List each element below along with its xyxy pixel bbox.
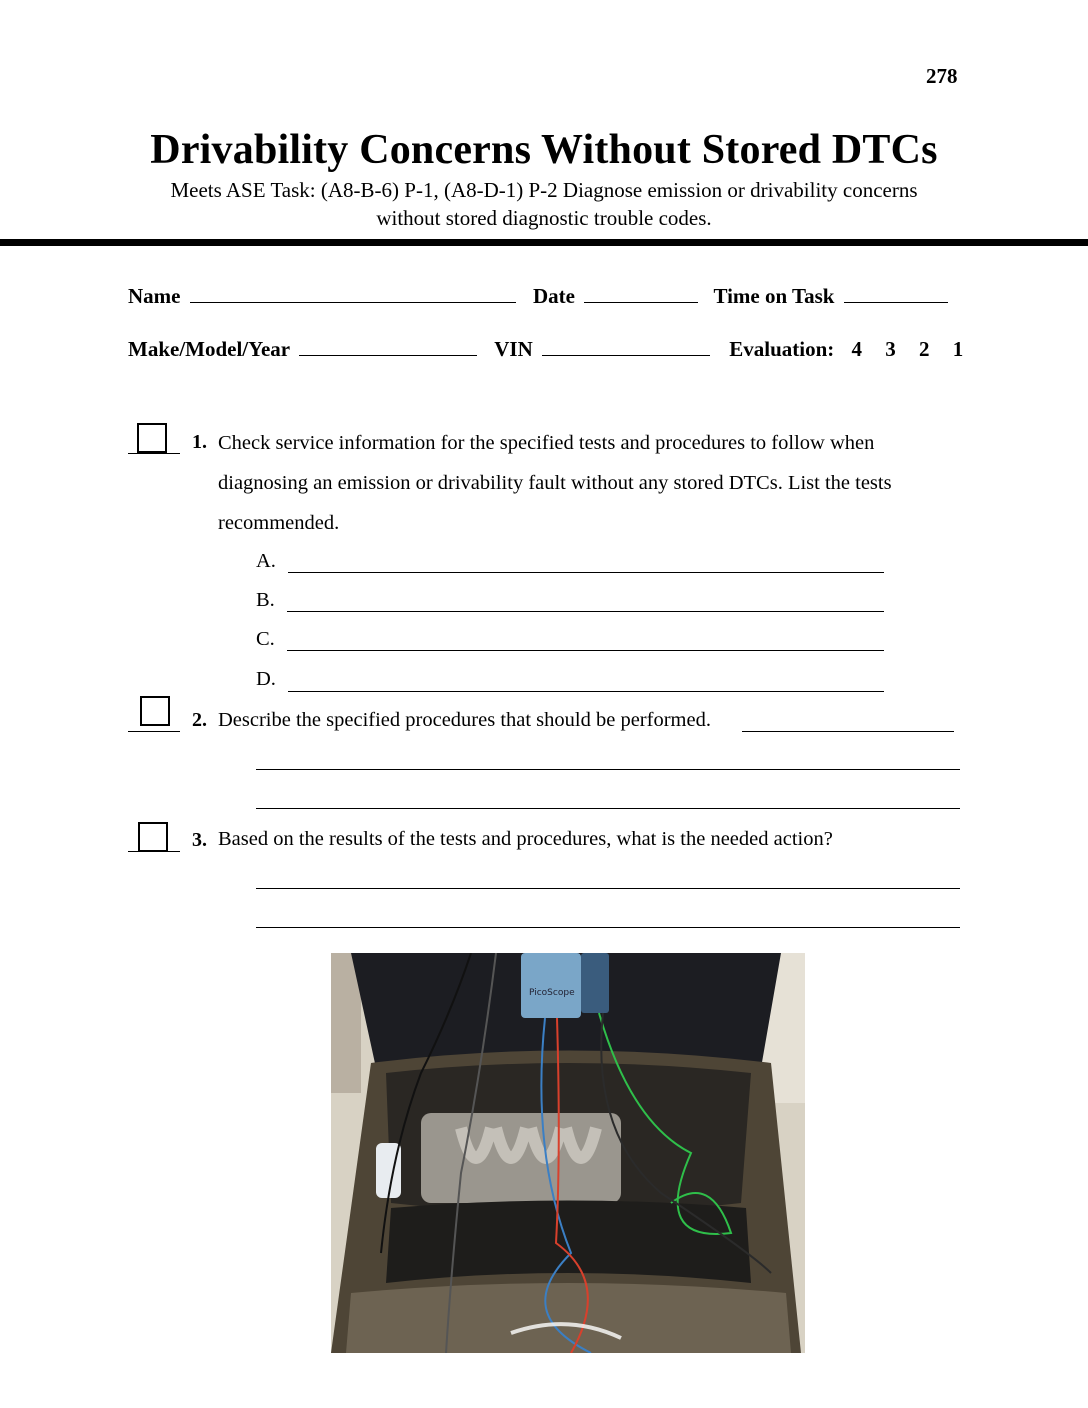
- evaluation-option-4[interactable]: 4: [851, 337, 863, 361]
- q1-line-1: Check service information for the specified tests and procedures to follow when: [218, 432, 875, 454]
- q3-text: Based on the results of the tests and procedures, what is the needed action?: [218, 828, 833, 850]
- evaluation-option-1[interactable]: 1: [952, 337, 964, 361]
- q2-text: Describe the specified procedures that should be performed.: [218, 709, 711, 731]
- time-on-task-label: Time on Task: [713, 284, 835, 308]
- picoscope-label: PicoScope: [529, 988, 575, 998]
- q3-answer-line-2[interactable]: [256, 927, 960, 928]
- subtitle-line-1: Meets ASE Task: (A8-B-6) P-1, (A8-D-1) P-2 Diagnose emission or drivability concerns: [170, 178, 918, 202]
- evaluation-option-2[interactable]: 2: [919, 337, 930, 361]
- make-model-year-field[interactable]: [299, 337, 477, 356]
- page-title: Drivability Concerns Without Stored DTCs: [150, 127, 938, 173]
- name-label: Name: [128, 284, 181, 308]
- header-divider: [0, 239, 1088, 246]
- q2-answer-line-inline[interactable]: [742, 731, 954, 732]
- q2-answer-line-2[interactable]: [256, 808, 960, 809]
- q1-item-c-answer-line[interactable]: [287, 650, 884, 651]
- q3-number: 3.: [192, 829, 207, 851]
- q1-item-d-label: D.: [256, 668, 276, 690]
- q1-text: [218, 423, 892, 543]
- date-label: Date: [532, 284, 575, 308]
- vin-label: VIN: [494, 337, 533, 361]
- q1-initial-line: [128, 453, 180, 454]
- q1-item-a-answer-line[interactable]: [288, 572, 884, 573]
- q2-initial-line: [128, 731, 180, 732]
- q1-item-d-answer-line[interactable]: [288, 691, 884, 692]
- q3-answer-line-1[interactable]: [256, 888, 960, 889]
- q1-item-a-label: A.: [256, 550, 276, 572]
- engine-bay-photo: [331, 953, 805, 1353]
- q3-checkbox[interactable]: [138, 822, 168, 852]
- q1-number: 1.: [192, 431, 207, 453]
- q2-number: 2.: [192, 709, 207, 731]
- q1-item-b-label: B.: [256, 589, 275, 611]
- q2-checkbox[interactable]: [140, 696, 170, 726]
- time-on-task-field[interactable]: [844, 284, 948, 303]
- info-row-1: [128, 284, 952, 309]
- name-field[interactable]: [190, 284, 516, 303]
- engine-photo-illustration: [331, 953, 805, 1353]
- evaluation-option-3[interactable]: 3: [885, 337, 896, 361]
- subtitle-line-2: without stored diagnostic trouble codes.: [376, 206, 712, 230]
- date-field[interactable]: [584, 284, 698, 303]
- q1-item-c-label: C.: [256, 628, 275, 650]
- ase-task-subtitle: [0, 176, 1088, 232]
- q2-answer-line-1[interactable]: [256, 769, 960, 770]
- q1-line-3: recommended.: [218, 512, 340, 534]
- page-number: 278: [926, 64, 958, 88]
- q1-line-2: diagnosing an emission or drivability fault without any stored DTCs. List the tests: [218, 472, 892, 494]
- q1-item-b-answer-line[interactable]: [287, 611, 884, 612]
- q1-checkbox[interactable]: [137, 423, 167, 453]
- evaluation-label: Evaluation:: [729, 337, 835, 361]
- vin-field[interactable]: [542, 337, 710, 356]
- info-row-2: [128, 337, 963, 362]
- make-model-year-label: Make/Model/Year: [128, 337, 290, 361]
